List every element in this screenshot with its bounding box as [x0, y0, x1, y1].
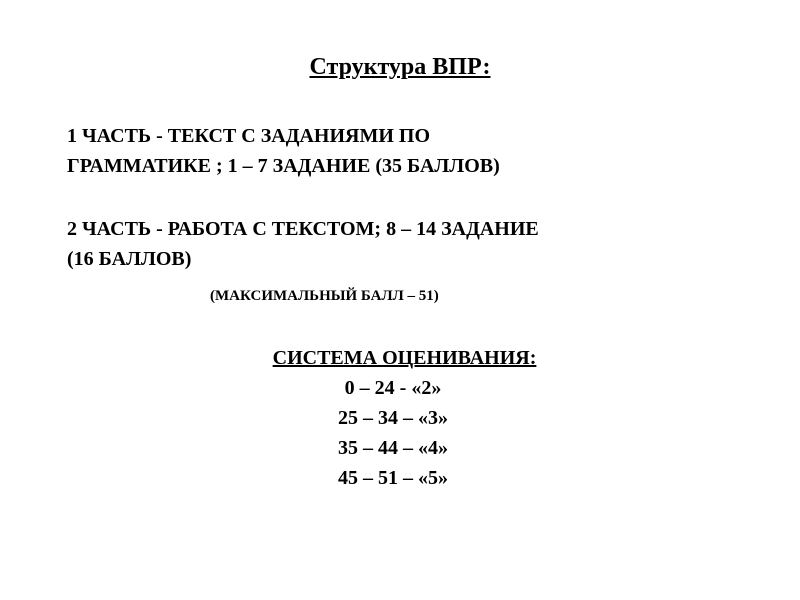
- grade-row: 0 – 24 - «2»: [344, 377, 442, 399]
- grade-row: 25 – 34 – «3»: [338, 407, 448, 429]
- part-2-line-1: 2 ЧАСТЬ - РАБОТА С ТЕКСТОМ; 8 – 14 ЗАДАНИЕ: [67, 218, 539, 240]
- grading-system-title: [9, 343, 800, 373]
- part-1-line-2: ГРАММАТИКЕ ; 1 – 7 ЗАДАНИЕ (35 БАЛЛОВ): [67, 155, 500, 177]
- grade-row: 45 – 51 – «5»: [338, 467, 448, 489]
- part-2-description: [67, 214, 767, 274]
- grade-row: 35 – 44 – «4»: [338, 437, 448, 459]
- grading-system-title-text: СИСТЕМА ОЦЕНИВАНИЯ:: [272, 347, 537, 369]
- part-1-line-1: 1 ЧАСТЬ - ТЕКСТ С ЗАДАНИЯМИ ПО: [67, 125, 431, 147]
- max-score-note: (МАКСИМАЛЬНЫЙ БАЛЛ – 51): [210, 288, 439, 304]
- slide-title-text: Структура ВПР:: [309, 54, 491, 80]
- slide-title: [0, 52, 800, 82]
- part-1-description: [67, 121, 767, 181]
- part-2-line-2: (16 БАЛЛОВ): [67, 248, 192, 270]
- grading-system: [0, 343, 800, 493]
